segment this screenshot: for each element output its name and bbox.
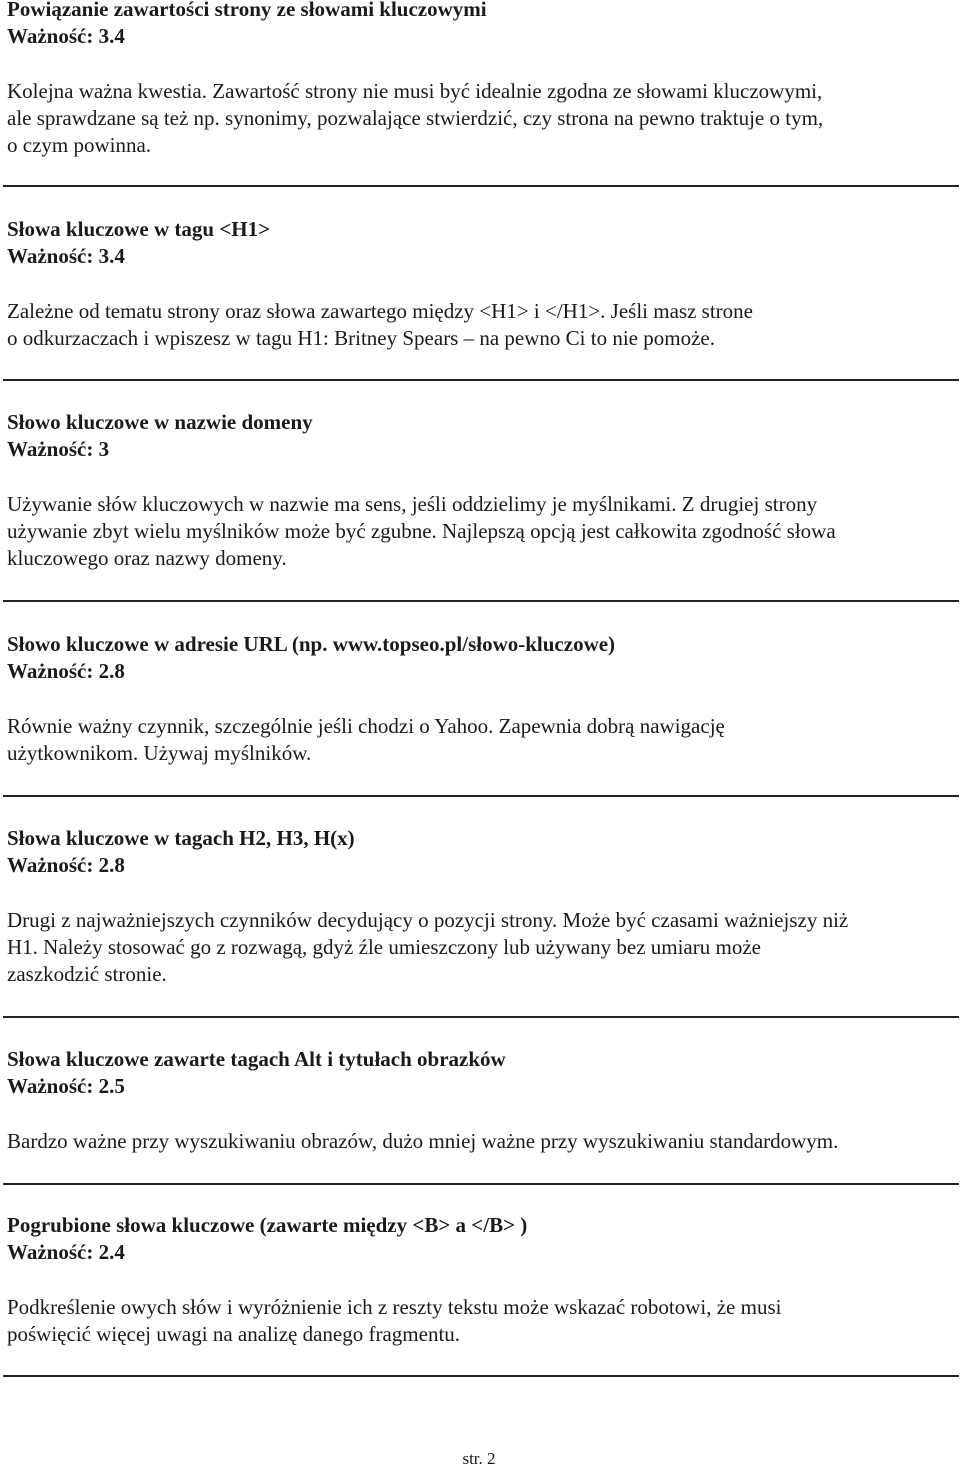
body-line: H1. Należy stosować go z rozwagą, gdyż źle umieszczony lub używany bez umiaru może — [7, 935, 761, 959]
section-h2-h3-keywords — [7, 825, 957, 988]
section-content-keywords — [7, 0, 957, 159]
page-number: str. 2 — [462, 1449, 496, 1468]
importance-rating: Ważność: 3 — [7, 437, 110, 461]
section-divider — [3, 600, 959, 602]
section-heading: Słowa kluczowe w tagach H2, H3, H(x) — [7, 826, 355, 850]
body-line: Zależne od tematu strony oraz słowa zawartego między <H1> i </H1>. Jeśli masz strone — [7, 299, 753, 323]
body-line: o odkurzaczach i wpiszesz w tagu H1: Britney Spears – na pewno Ci to nie pomoże. — [7, 326, 715, 350]
section-divider — [3, 185, 959, 187]
body-line: Podkreślenie owych słów i wyróżnienie ich z reszty tekstu może wskazać robotowi, że musi — [7, 1295, 782, 1319]
section-heading: Słowo kluczowe w nazwie domeny — [7, 410, 313, 434]
importance-rating: Ważność: 2.4 — [7, 1240, 125, 1264]
section-heading: Słowo kluczowe w adresie URL (np. www.topseo.pl/słowo-kluczowe) — [7, 632, 616, 656]
body-line: użytkownikom. Używaj myślników. — [7, 741, 312, 765]
section-divider — [3, 1016, 959, 1018]
section-divider — [3, 795, 959, 797]
importance-rating: Ważność: 2.5 — [7, 1074, 125, 1098]
body-line: ale sprawdzane są też np. synonimy, pozwalające stwierdzić, czy strona na pewno traktuje o tym, — [7, 106, 824, 130]
section-body — [7, 1294, 957, 1348]
section-body — [7, 491, 957, 572]
body-line: kluczowego oraz nazwy domeny. — [7, 546, 287, 570]
body-line: Drugi z najważniejszych czynników decydujący o pozycji strony. Może być czasami ważniejszy niż — [7, 908, 849, 932]
body-line: Równie ważny czynnik, szczególnie jeśli chodzi o Yahoo. Zapewnia dobrą nawigację — [7, 714, 725, 738]
section-body — [7, 1128, 957, 1155]
section-heading: Pogrubione słowa kluczowe (zawarte między <B> a </B> ) — [7, 1213, 528, 1237]
importance-rating: Ważność: 3.4 — [7, 24, 125, 48]
importance-rating: Ważność: 3.4 — [7, 244, 125, 268]
section-divider — [3, 1375, 959, 1377]
section-bold-keywords — [7, 1212, 957, 1348]
section-body — [7, 78, 957, 159]
page-footer — [0, 1448, 960, 1470]
section-heading: Słowa kluczowe zawarte tagach Alt i tytułach obrazków — [7, 1047, 506, 1071]
section-body — [7, 907, 957, 988]
section-h1-keywords — [7, 216, 957, 352]
section-alt-keywords — [7, 1046, 957, 1155]
importance-rating: Ważność: 2.8 — [7, 853, 125, 877]
section-body — [7, 713, 957, 767]
section-divider — [3, 379, 959, 381]
body-line: zaszkodzić stronie. — [7, 962, 167, 986]
section-url-keywords — [7, 631, 957, 767]
importance-rating: Ważność: 2.8 — [7, 659, 125, 683]
body-line: o czym powinna. — [7, 133, 152, 157]
body-line: Kolejna ważna kwestia. Zawartość strony nie musi być idealnie zgodna ze słowami kluczowymi, — [7, 79, 823, 103]
body-line: Używanie słów kluczowych w nazwie ma sens, jeśli oddzielimy je myślnikami. Z drugiej strony — [7, 492, 818, 516]
section-domain-keywords — [7, 409, 957, 572]
body-line: poświęcić więcej uwagi na analizę danego fragmentu. — [7, 1322, 461, 1346]
section-heading: Powiązanie zawartości strony ze słowami kluczowymi — [7, 0, 487, 21]
section-divider — [3, 1183, 959, 1185]
section-body — [7, 298, 957, 352]
section-heading: Słowa kluczowe w tagu <H1> — [7, 217, 271, 241]
body-line: używanie zbyt wielu myślników może być zgubne. Najlepszą opcją jest całkowita zgodność słowa — [7, 519, 836, 543]
body-line: Bardzo ważne przy wyszukiwaniu obrazów, dużo mniej ważne przy wyszukiwaniu standardowym. — [7, 1129, 839, 1153]
